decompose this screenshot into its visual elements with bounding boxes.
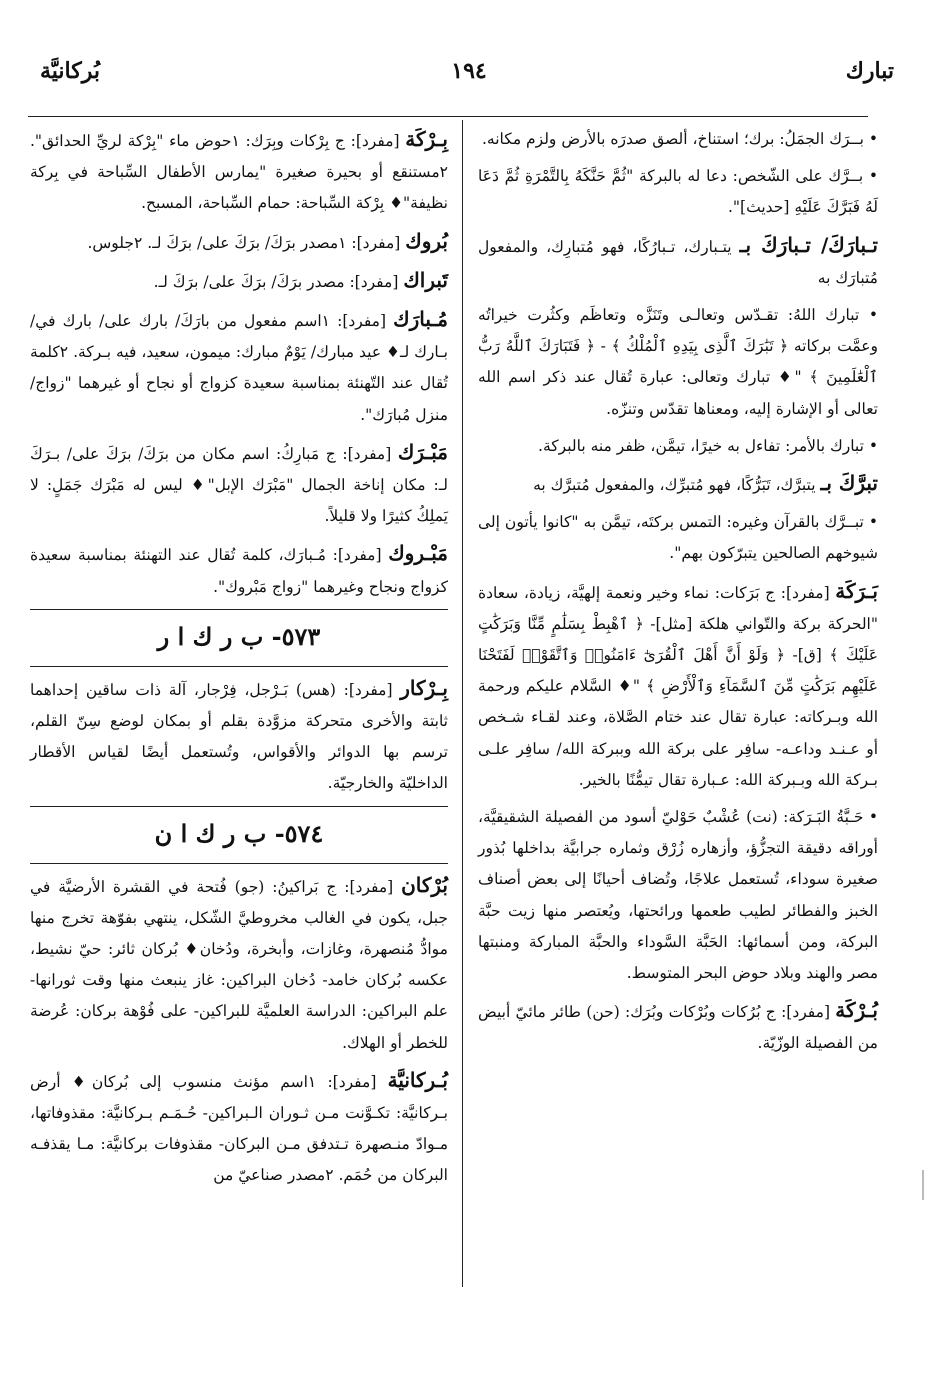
entry-headword: تبرَّكَ بـ [820, 471, 878, 496]
dictionary-entry [30, 1065, 448, 1192]
entry-headword: بُـرْكَة [835, 998, 878, 1023]
entry-definition: • تبارك اللهُ: تقـدّس وتعالـى وتَنَزَّه وتعاظَم وكثُرت خيراتُه وعمَّت بركاته ﴿ تَبَٰرَكَ ٱلَّذِى بِيَدِهِ ٱلْمُلْكُ ﴾ - ﴿ فَتَبَارَكَ ٱللَّهُ رَبُّ ٱلْعَٰلَمِينَ ﴾ "♦ تبارك وتعالى: عبارة تُقال عند ذكر اسم الله تعالى أو الإشارة إليه، ومعناها تقدّس وتنزّه. [478, 306, 878, 418]
scan-mark [922, 1170, 924, 1200]
entry-headword: بِـرْكَة [405, 127, 448, 151]
section-rule [30, 666, 448, 667]
entry-definition: [مفرد]: ج بِرْكات وبِرَك: ١حوض ماء "بِرْكة لريِّ الحدائق". ٢مستنقع أو بحيرة صغيرة "يمارس الأطفال السِّباحة في بِركة نظيفة"♦ بِرْكة السِّباحة: حمام السِّباحة، المسبح. [30, 132, 448, 213]
dictionary-entry [30, 437, 448, 533]
entry-definition: [مفرد]: ج بَراكينُ: (جو) فُتحة في القشرة الأرضيَّة في جبل، يكون في الغالب مخروطيَّ الشّكل، ينتهي بفوّهة تخرج منها موادُّ مُنصهرة، وغازات، وأبخرة، ودُخان♦ بُركان ثائر: حيّ نشيط، عكسه بُركان خامد- دُخان البراكين: غاز ينبعث منها وقت ثورانها- علم البراكين: الدراسة العلميَّة للبراكين- على فُوْهة بركان: عُرضة للخطر أو الهلاك. [30, 877, 448, 1052]
dictionary-entry [478, 468, 878, 501]
entry-definition: [مفرد]: مُـبارَك، كلمة تُقال عند التهنئة بمناسبة سعيدة كزواج ونجاح وغيرهما "زواج مَبْروك". [30, 546, 448, 596]
section-rule [30, 806, 448, 807]
section-rule [30, 863, 448, 864]
dictionary-entry [478, 995, 878, 1059]
column-divider [462, 120, 463, 1287]
entry-definition: يتـبارك، تـبارُكًا، فهو مُتبارِك، والمفعول مُتبارَك به [478, 237, 878, 287]
dictionary-entry [30, 673, 448, 800]
dictionary-entry [478, 802, 878, 989]
dictionary-entry [30, 538, 448, 602]
dictionary-entry [478, 230, 878, 294]
entry-headword: بَـرَكَة [835, 578, 878, 603]
dictionary-entry [478, 161, 878, 223]
header-rule [28, 116, 868, 117]
page-header [30, 58, 908, 102]
entry-definition: • بــرَّك على الشّخص: دعا له بالبركة "ثُمَّ حَنَّكَهُ بِالتَّمْرَةِ ثُمَّ دَعَا لَهُ فَبَرَّكَ عَلَيْهِ [حديث]". [478, 167, 878, 217]
dictionary-entry [30, 304, 448, 431]
entry-definition: [مفرد]: ج بَرَكات: نماء وخير ونعمة إلهيَّة، زيادة، سعادة "الحركة بركة والتّواني هلكة [مثل]- ﴿ ٱهْبِطْ بِسَلَٰمٍ مِّنَّا وَبَرَكَٰتٍ عَلَيْكَ ﴾ [ق]- ﴿ وَلَوْ أَنَّ أَهْلَ ٱلْقُرَىٰٓ ءَامَنُوا۟ وَٱتَّقَوْا۟ لَفَتَحْنَا عَلَيْهِم بَرَكَٰتٍ مِّنَ ٱلسَّمَآءِ وَٱلْأَرْضِ ﴾ "♦ السَّلام عليكم ورحمة الله وبـركاته: عبارة تقال عند ختام الصَّلاة، وعند لقـاء شـخص أو عـنـد وداعـه- سافِر على بركة الله وببركة الله/ سافِر علـى بـركة الله وبـبركة الله: عـبارة تقال تيمُّنًا بالخير. [478, 583, 878, 789]
left-column [30, 124, 448, 1198]
entry-headword: بُرْكان [401, 872, 448, 897]
entry-headword: مَبْـرَك [397, 439, 448, 464]
entry-definition: [مفرد]: ج بُرُكات وبُرْكات وبُرَك: (حن) طائر مائيّ أبيض من الفصيلة الوزّيّة. [478, 1003, 878, 1053]
entry-headword: بُـركانيَّة [387, 1067, 448, 1092]
dictionary-entry [478, 124, 878, 155]
entry-definition: • تبــرَّك بالقرآن وغيره: التمس بركتَه، تيمَّن به "كانوا يأتون إلى شيوخهم الصالحين يتبرّكون بهم". [478, 513, 878, 563]
page-number: ١٩٤ [451, 58, 487, 84]
entry-definition: [مفرد]: مصدر برَكَ/ برَكَ على/ برَكَ لـ. [153, 272, 399, 291]
entry-headword: مَبْـروك [388, 541, 448, 566]
dictionary-entry [30, 870, 448, 1059]
entry-definition: يتبرَّك، تَبَرُّكًا، فهو مُتبرِّك، والمفعول مُتبرَّك به [533, 476, 816, 495]
entry-definition: [مفرد]: ١مصدر برَكَ/ برَكَ على/ برَكَ لـ. ٢جلوس. [87, 233, 401, 252]
entry-headword: بُروك [405, 228, 448, 253]
right-column [478, 124, 878, 1066]
entry-headword: تَبراك [403, 267, 448, 292]
entry-headword: بِـرْكار [400, 675, 448, 700]
root-heading-574: ٥٧٤- ب ر ك ا ن [154, 818, 324, 848]
dictionary-entry [478, 431, 878, 462]
section-rule [30, 609, 448, 610]
header-last-word: بُركانيَّة [40, 58, 100, 84]
dictionary-entry [478, 300, 878, 425]
root-heading-573: ٥٧٣- ب ر ك ا ر [157, 621, 321, 651]
entry-definition: [مفرد]: (هس) بَـرْجل، فِرْجار، آلة ذات ساقين إحداهما ثابتة والأخرى متحركة مزوَّدة بقلم أو بمكان لوضع سِنّ القلم، ترسم بها الدوائر والأقواس، وتُستعمل أيضًا لقياس الأقطار الداخليّة والخارجيّة. [30, 680, 448, 793]
entry-headword: تـبارَكَ/ تـبارَكَ بـ [739, 232, 878, 257]
dictionary-entry [478, 507, 878, 569]
dictionary-entry [30, 265, 448, 298]
entry-definition: • بــرَك الجمَلُ: برك؛ استناخ، ألصق صدرَه بالأرض ولزم مكانه. [481, 130, 878, 148]
entry-definition: • تبارك بالأمر: تفاءل به خيرًا، تيمَّن، ظفر منه بالبركة. [538, 436, 878, 455]
entry-definition: [مفرد]: ج مَبارِكُ: اسم مكان من برَكَ/ برَكَ على/ بـرَكَ لـ: مكان إناخة الجمال "مَبْرَك الإبل"♦ ليس له مَبْرَك جَمَلٍ: لا يَملِكُ كثيرًا ولا قليلاً. [30, 444, 448, 526]
dictionary-entry [478, 576, 878, 796]
entry-headword: مُـبارَك [393, 307, 448, 332]
dictionary-entry [30, 124, 448, 220]
entry-definition: [مفرد]: ١اسم مفعول من بارَكَ/ بارك على/ بارك في/ بـارك لـ♦ عيد مبارك/ يَوْمٌ مبارك: ميمون، سعيد، فيه بـركة. ٢كلمة تُقال عند التّهنئة بمناسبة سعيدة كزواج أو نجاح أو غيرهما "زواج/ منزل مُبارَك". [30, 312, 448, 424]
header-first-word: تبارك [845, 58, 894, 84]
dictionary-entry [30, 226, 448, 259]
entry-definition: • حَـبَّةُ البَـرَكة: (نت) عُشْبٌ حَوْليّ أسود من الفصيلة الشقيقيَّة، أوراقه دقيقة التجزُّؤ، وأزهاره زُرْق وثماره جرابيَّة بداخلها بُذور صغيرة سوداء، تُستعمل علاجًا، وتُضاف أحيانًا إلى بعض أصناف الخبز والفطائر لطيب طعمها ورائحتها، ويُعتصر منها زيت حبَّة البركة، ومن أسمائها: الحَبَّة السَّوداء والحبَّة المباركة ومنبتها مصر والهند وبلاد حوض البحر المتوسط. [478, 808, 878, 983]
entry-definition: [مفرد]: ١اسم مؤنث منسوب إلى بُركان♦ أرض بـركانيَّة: تكـوَّنت مـن ثـوران الـبراكين- حُـمَـم بـركانيَّة: مقذوفاتها، مـوادّ منـصهرة تـتدفق مـن البركان- مقذوفات بركانيَّة: مـا يقذفـه البركان من حُمَم. ٢مصدر صناعيّ من [30, 1072, 448, 1185]
